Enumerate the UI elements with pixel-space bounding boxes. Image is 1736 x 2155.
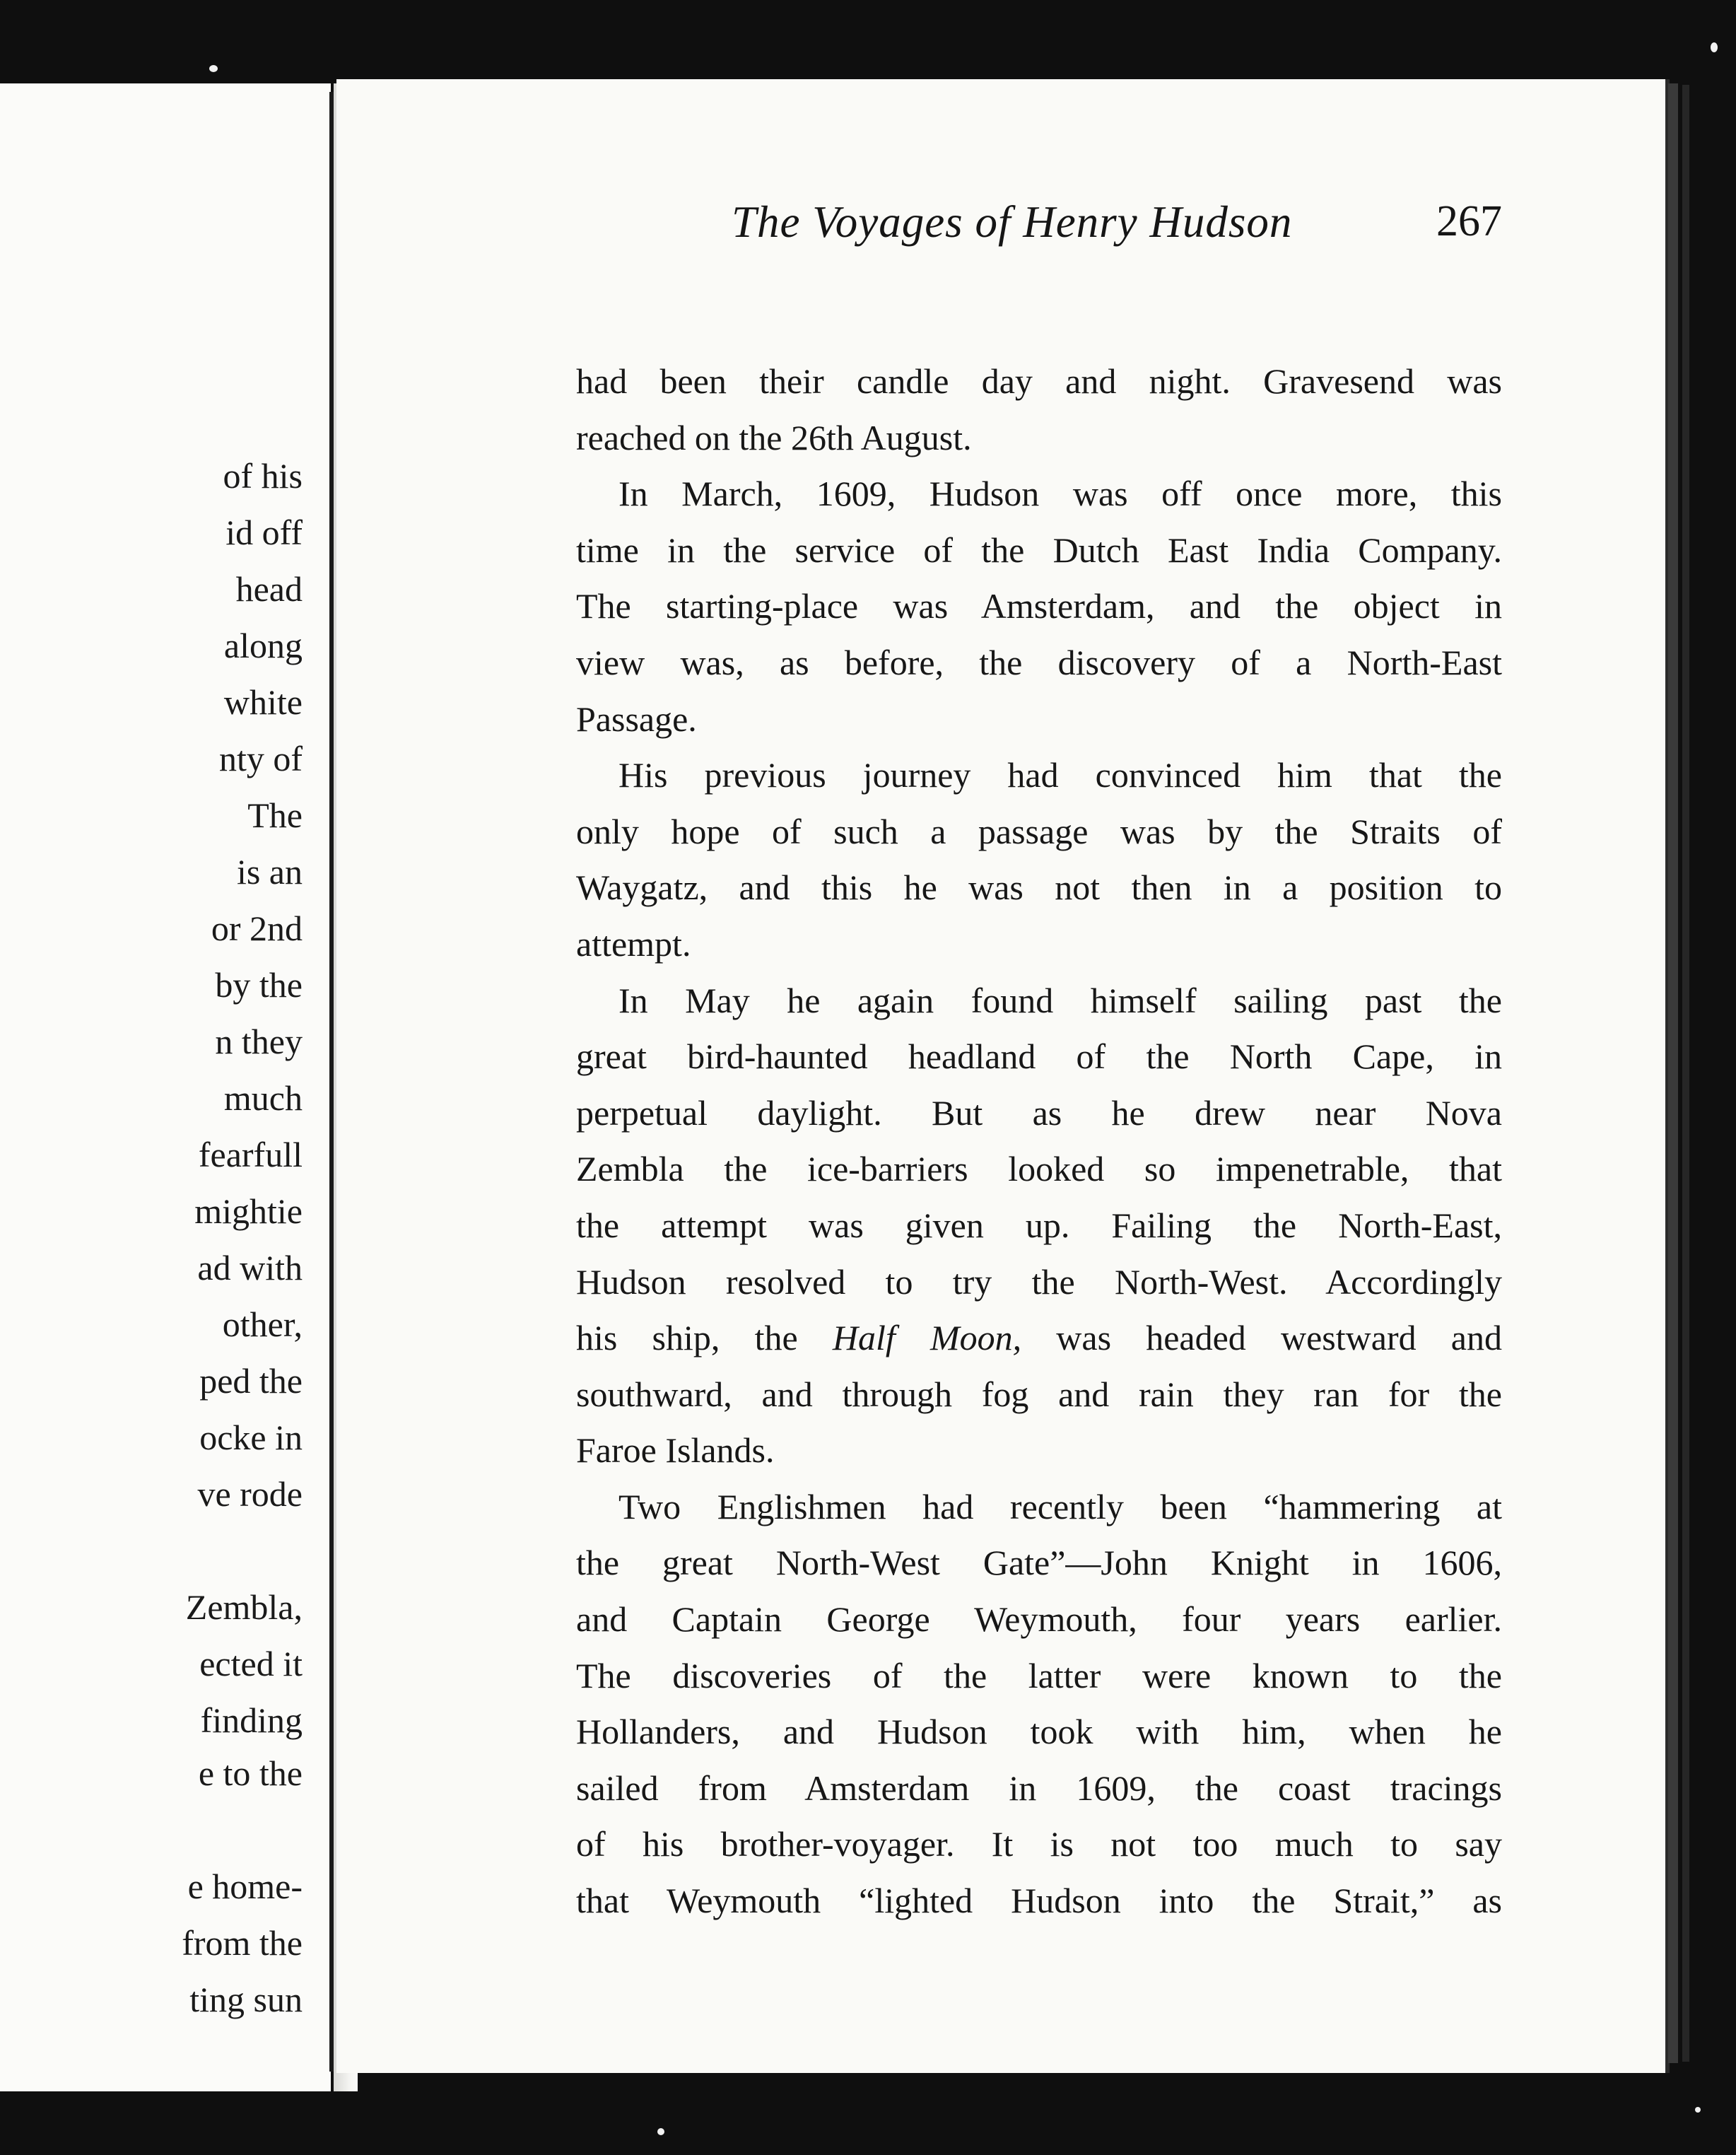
left-page-fragment: ve rode: [197, 1474, 303, 1514]
text-line: The starting-place was Amsterdam, and the object in: [576, 586, 1502, 626]
body-text: [576, 354, 1502, 1929]
left-facing-page: [0, 83, 331, 2091]
left-page-fragment: e to the: [198, 1753, 303, 1793]
ship-name: Half Moon,: [832, 1318, 1022, 1358]
left-page-fragment: white: [223, 682, 303, 722]
left-page-fragment: The: [247, 795, 303, 835]
left-page-fragment: is an: [236, 852, 303, 892]
text-line: In May he again found himself sailing past the: [618, 980, 1502, 1020]
text-line: perpetual daylight. But as he drew near Nova: [576, 1092, 1502, 1133]
text-line: Passage.: [576, 699, 697, 739]
text-line: Hollanders, and Hudson took with him, when he: [576, 1712, 1502, 1752]
text-line: His previous journey had convinced him that the: [618, 755, 1502, 795]
scan-speck: [209, 65, 218, 72]
text-line: the great North-West Gate”—John Knight in 1606,: [576, 1543, 1502, 1583]
text-line: great bird-haunted headland of the North Cape, in: [576, 1036, 1502, 1077]
left-page-fragment: e home-: [187, 1867, 303, 1906]
left-page-fragment: other,: [222, 1304, 303, 1344]
text-line: view was, as before, the discovery of a North-East: [576, 642, 1502, 682]
text-line: Faroe Islands.: [576, 1430, 775, 1471]
text-line: the attempt was given up. Failing the North-East,: [576, 1205, 1502, 1245]
text-line: southward, and through fog and rain they ran for the: [576, 1374, 1502, 1414]
left-page-fragment: mightie: [194, 1191, 303, 1231]
text-line: time in the service of the Dutch East India Company.: [576, 530, 1502, 570]
left-page-fragment: finding: [200, 1700, 303, 1740]
gutter-line: [329, 92, 334, 2072]
left-page-fragment: n they: [215, 1022, 303, 1061]
text-line: only hope of such a passage was by the Straits of: [576, 811, 1502, 851]
left-page-fragment: ad with: [197, 1248, 303, 1287]
running-head: [399, 191, 1502, 262]
left-page-fragment: from the: [182, 1923, 303, 1963]
text-line: Two Englishmen had recently been “hammering at: [618, 1486, 1502, 1526]
left-page-fragment: ped the: [199, 1361, 303, 1401]
text-line: Zembla the ice-barriers looked so impenetrable, that: [576, 1149, 1502, 1189]
left-page-fragment: ocke in: [199, 1418, 303, 1457]
page-edge: [1668, 83, 1678, 2063]
text-line: sailed from Amsterdam in 1609, the coast tracings: [576, 1768, 1502, 1808]
text-line: [576, 1310, 1502, 1367]
text-line: reached on the 26th August.: [576, 417, 972, 457]
left-page-fragment: Zembla,: [185, 1587, 303, 1627]
page-number: 267: [1436, 197, 1502, 245]
running-head-title: The Voyages of Henry Hudson: [732, 197, 1293, 247]
left-page-fragment: id off: [225, 513, 303, 552]
text-line: of his brother-voyager. It is not too much to say: [576, 1824, 1502, 1864]
left-page-fragment: ected it: [199, 1644, 303, 1683]
text-line: had been their candle day and night. Gravesend was: [576, 361, 1502, 401]
text-line: attempt.: [576, 923, 691, 964]
text-line: Waygatz, and this he was not then in a position to: [576, 868, 1502, 908]
text-line: Hudson resolved to try the North-West. Accordingly: [576, 1261, 1502, 1302]
left-page-fragment: or 2nd: [211, 909, 303, 948]
text-run: was headed westward and: [1021, 1318, 1502, 1358]
text-line: In March, 1609, Hudson was off once more, this: [618, 474, 1502, 514]
left-page-fragment: head: [235, 569, 303, 609]
text-line: and Captain George Weymouth, four years earlier.: [576, 1599, 1502, 1640]
page-edge: [1682, 85, 1689, 2062]
left-page-fragment: along: [223, 626, 303, 665]
scan-speck: [1711, 42, 1718, 52]
left-page-fragment: nty of: [218, 739, 303, 778]
text-run: his ship, the: [576, 1318, 833, 1358]
left-page-fragment: of his: [223, 456, 303, 496]
scan-speck: [657, 2128, 664, 2135]
text-line: that Weymouth “lighted Hudson into the Strait,” as: [576, 1881, 1502, 1921]
left-page-fragment: by the: [215, 965, 303, 1005]
text-line: The discoveries of the latter were known to the: [576, 1655, 1502, 1695]
left-page-fragment: fearfull: [198, 1135, 303, 1174]
scan-speck: [1695, 2107, 1701, 2113]
left-page-fragment: much: [223, 1078, 303, 1118]
left-page-fragment: ting sun: [189, 1980, 303, 2019]
